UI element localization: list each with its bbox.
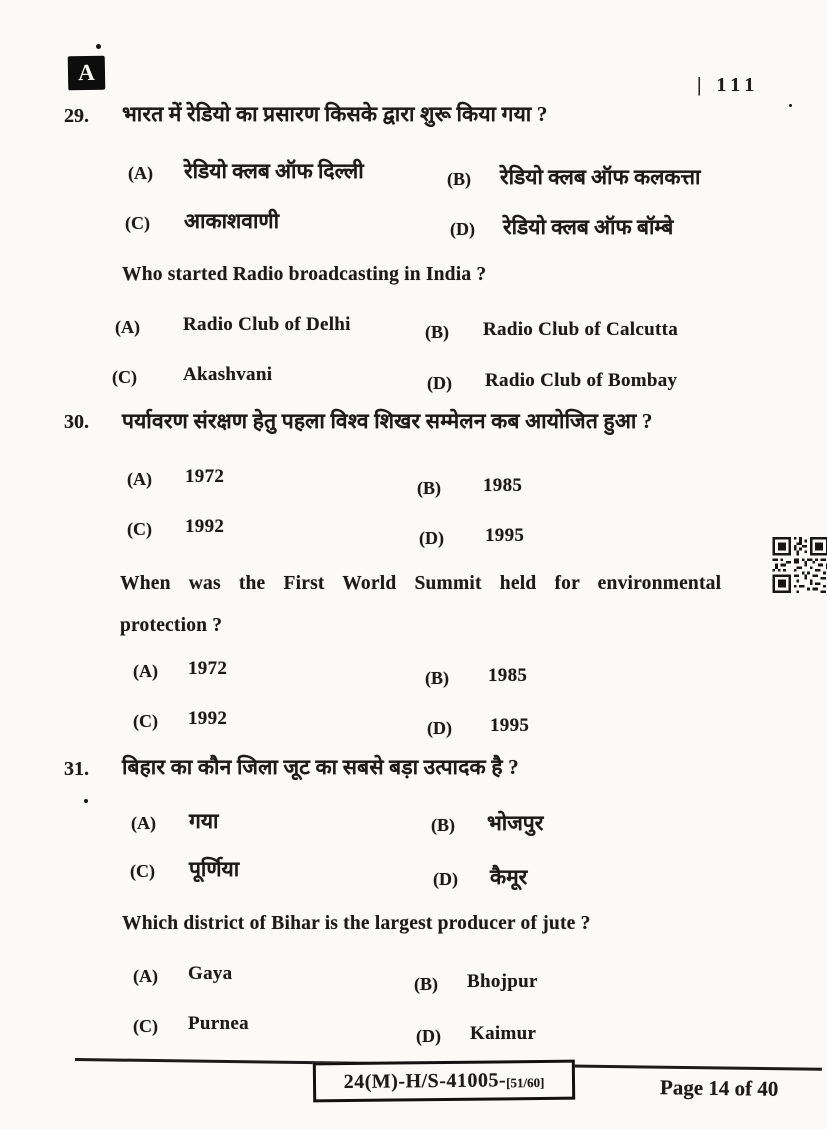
option-letter: (C) — [112, 367, 137, 387]
set-code-label: A — [77, 59, 96, 86]
option-text-hindi: रेडियो क्लब ऑफ बॉम्बे — [503, 215, 674, 239]
option-text: Purnea — [188, 1013, 249, 1034]
booklet-code-suffix: [51/60] — [506, 1074, 545, 1091]
question-text-english-line2: protection ? — [120, 615, 223, 636]
option-letter: (B) — [414, 974, 438, 994]
option-text-hindi: रेडियो क्लब ऑफ दिल्ली — [184, 159, 364, 183]
option-letter: (A) — [115, 317, 140, 337]
option-text: Gaya — [188, 963, 233, 984]
option-text: 1992 — [188, 708, 228, 729]
option-letter: (D) — [433, 869, 458, 889]
option-letter: (C) — [125, 213, 150, 233]
option-text: 1992 — [185, 516, 225, 537]
option-letter: (B) — [417, 478, 441, 498]
option-text-hindi: रेडियो क्लब ऑफ कलकत्ता — [500, 165, 701, 189]
option-letter: (C) — [130, 861, 155, 881]
question-number: 30. — [64, 411, 89, 433]
ink-speck — [84, 799, 88, 803]
option-letter: (B) — [447, 169, 471, 189]
option-text-english: Akashvani — [183, 364, 273, 385]
option-text-english: Radio Club of Calcutta — [483, 319, 679, 340]
question-text-english: Who started Radio broadcasting in India ? — [122, 264, 487, 285]
option-letter: (A) — [128, 163, 153, 183]
option-letter: (A) — [133, 966, 158, 986]
option-letter: (B) — [425, 668, 449, 688]
question-number: 29. — [64, 105, 89, 127]
ink-speck — [789, 104, 792, 107]
option-letter: (D) — [427, 718, 452, 738]
option-letter: (A) — [133, 661, 158, 681]
booklet-code: 24(M)-H/S-41005- — [343, 1068, 507, 1093]
option-text: Bhojpur — [467, 971, 538, 992]
option-letter: (B) — [431, 815, 455, 835]
option-letter: (A) — [127, 469, 152, 489]
set-code-badge — [68, 56, 106, 91]
option-letter: (D) — [427, 373, 452, 393]
option-text: 1972 — [185, 466, 225, 487]
option-letter: (C) — [133, 1016, 158, 1036]
option-text-english: Radio Club of Delhi — [183, 314, 351, 335]
question-text-hindi: बिहार का कौन जिला जूट का सबसे बड़ा उत्पादक है ? — [122, 755, 519, 779]
question-text-english-line1: When was the First World Summit held for environmental — [120, 573, 722, 594]
option-letter: (B) — [425, 322, 449, 342]
option-text: 1985 — [488, 665, 528, 686]
ink-speck — [96, 44, 101, 49]
option-letter: (D) — [416, 1026, 441, 1046]
option-text-hindi: कैमूर — [490, 865, 528, 889]
option-text-hindi: आकाशवाणी — [184, 209, 280, 233]
option-text-hindi: भोजपुर — [487, 811, 544, 835]
option-text: 1995 — [485, 525, 525, 546]
question-number: 31. — [64, 758, 89, 780]
question-text-english: Which district of Bihar is the largest producer of jute ? — [122, 913, 591, 934]
question-text-hindi: पर्यावरण संरक्षण हेतु पहला विश्व शिखर सम्मेलन कब आयोजित हुआ ? — [122, 409, 653, 433]
option-text: 1985 — [483, 475, 523, 496]
option-text: 1972 — [188, 658, 228, 679]
question-text-hindi: भारत में रेडियो का प्रसारण किसके द्वारा शुरू किया गया ? — [122, 102, 548, 126]
option-text-hindi: गया — [189, 809, 219, 833]
option-letter: (C) — [127, 519, 152, 539]
option-text: Kaimur — [470, 1023, 537, 1044]
option-text: 1995 — [490, 715, 530, 736]
option-text-english: Radio Club of Bombay — [485, 370, 678, 391]
option-letter: (D) — [419, 528, 444, 548]
qr-code-icon — [772, 537, 827, 593]
option-letter: (D) — [450, 219, 475, 239]
booklet-code-box — [313, 1060, 575, 1103]
option-text-hindi: पूर्णिया — [189, 857, 240, 881]
option-letter: (C) — [133, 711, 158, 731]
option-letter: (A) — [131, 813, 156, 833]
corner-page-mark: | 111 — [697, 74, 760, 96]
page-indicator: Page 14 of 40 — [659, 1075, 779, 1101]
